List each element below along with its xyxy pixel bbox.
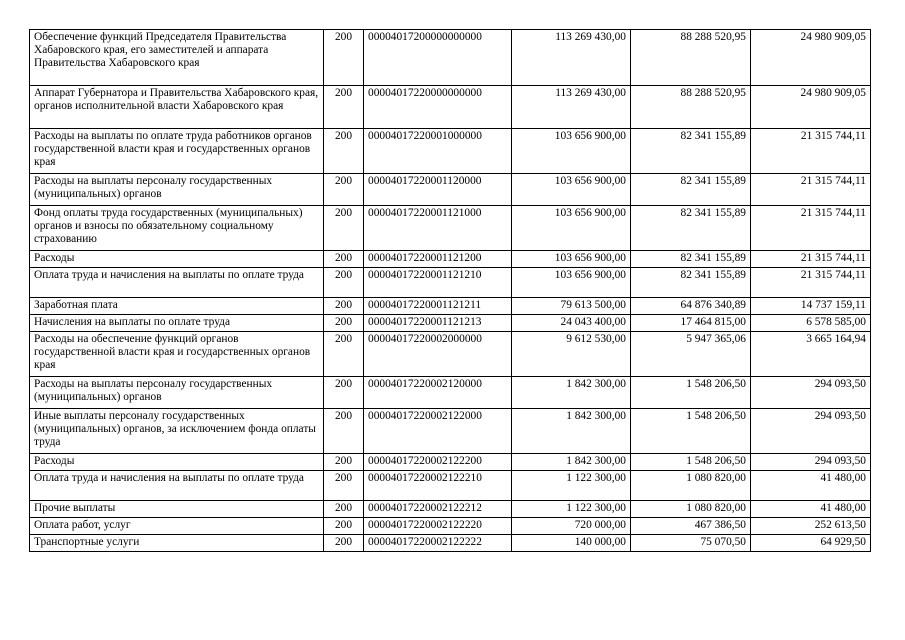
line-code: 200	[324, 454, 364, 471]
expense-name: Расходы на обеспечение функций органов государственной власти края и государственных органов края	[30, 332, 324, 377]
expense-name: Аппарат Губернатора и Правительства Хабаровского края, органов исполнительной власти Хабаровского края	[30, 86, 324, 129]
line-code: 200	[324, 409, 364, 454]
table-row	[30, 30, 871, 86]
approved-amount: 1 122 300,00	[512, 471, 631, 501]
line-code: 200	[324, 315, 364, 332]
expense-name: Расходы	[30, 454, 324, 471]
table-row	[30, 206, 871, 251]
approved-amount: 103 656 900,00	[512, 174, 631, 206]
expense-name: Транспортные услуги	[30, 535, 324, 552]
remaining-amount: 41 480,00	[751, 471, 871, 501]
classification-code: 00004017220001121000	[364, 206, 512, 251]
approved-amount: 9 612 530,00	[512, 332, 631, 377]
line-code: 200	[324, 129, 364, 174]
approved-amount: 140 000,00	[512, 535, 631, 552]
approved-amount: 1 842 300,00	[512, 454, 631, 471]
executed-amount: 82 341 155,89	[631, 268, 751, 298]
remaining-amount: 294 093,50	[751, 409, 871, 454]
approved-amount: 103 656 900,00	[512, 268, 631, 298]
expense-name: Расходы на выплаты персоналу государственных (муниципальных) органов	[30, 174, 324, 206]
remaining-amount: 252 613,50	[751, 518, 871, 535]
remaining-amount: 14 737 159,11	[751, 298, 871, 315]
classification-code: 00004017220002122210	[364, 471, 512, 501]
expense-name: Оплата труда и начисления на выплаты по оплате труда	[30, 471, 324, 501]
remaining-amount: 21 315 744,11	[751, 251, 871, 268]
approved-amount: 1 842 300,00	[512, 377, 631, 409]
expense-name: Обеспечение функций Председателя Правительства Хабаровского края, его заместителей и аппарата Правительства Хабаровского края	[30, 30, 324, 86]
line-code: 200	[324, 518, 364, 535]
remaining-amount: 294 093,50	[751, 377, 871, 409]
classification-code: 00004017220001121211	[364, 298, 512, 315]
table-row	[30, 298, 871, 315]
expense-name: Иные выплаты персоналу государственных (муниципальных) органов, за исключением фонда оплаты труда	[30, 409, 324, 454]
remaining-amount: 21 315 744,11	[751, 268, 871, 298]
approved-amount: 103 656 900,00	[512, 129, 631, 174]
executed-amount: 82 341 155,89	[631, 174, 751, 206]
classification-code: 00004017220002122200	[364, 454, 512, 471]
executed-amount: 467 386,50	[631, 518, 751, 535]
expense-name: Оплата работ, услуг	[30, 518, 324, 535]
classification-code: 00004017220001121213	[364, 315, 512, 332]
remaining-amount: 64 929,50	[751, 535, 871, 552]
expense-name: Оплата труда и начисления на выплаты по оплате труда	[30, 268, 324, 298]
approved-amount: 113 269 430,00	[512, 30, 631, 86]
approved-amount: 720 000,00	[512, 518, 631, 535]
executed-amount: 1 080 820,00	[631, 501, 751, 518]
executed-amount: 1 548 206,50	[631, 409, 751, 454]
table-row	[30, 518, 871, 535]
remaining-amount: 21 315 744,11	[751, 129, 871, 174]
line-code: 200	[324, 251, 364, 268]
executed-amount: 1 548 206,50	[631, 454, 751, 471]
remaining-amount: 21 315 744,11	[751, 206, 871, 251]
table-row	[30, 174, 871, 206]
classification-code: 00004017220001000000	[364, 129, 512, 174]
line-code: 200	[324, 535, 364, 552]
table-row	[30, 501, 871, 518]
classification-code: 00004017220002122222	[364, 535, 512, 552]
expense-name: Заработная плата	[30, 298, 324, 315]
table-row	[30, 409, 871, 454]
executed-amount: 17 464 815,00	[631, 315, 751, 332]
line-code: 200	[324, 174, 364, 206]
table-row	[30, 251, 871, 268]
table-row	[30, 332, 871, 377]
classification-code: 00004017220001121210	[364, 268, 512, 298]
classification-code: 00004017220002122212	[364, 501, 512, 518]
expense-name: Расходы на выплаты по оплате труда работников органов государственной власти края и государственных органов края	[30, 129, 324, 174]
approved-amount: 79 613 500,00	[512, 298, 631, 315]
approved-amount: 1 842 300,00	[512, 409, 631, 454]
executed-amount: 82 341 155,89	[631, 129, 751, 174]
line-code: 200	[324, 298, 364, 315]
table-row	[30, 471, 871, 501]
remaining-amount: 24 980 909,05	[751, 30, 871, 86]
remaining-amount: 294 093,50	[751, 454, 871, 471]
classification-code: 00004017200000000000	[364, 30, 512, 86]
table-row	[30, 268, 871, 298]
classification-code: 00004017220002000000	[364, 332, 512, 377]
classification-code: 00004017220001121200	[364, 251, 512, 268]
budget-execution-table	[29, 29, 871, 552]
remaining-amount: 3 665 164,94	[751, 332, 871, 377]
classification-code: 00004017220000000000	[364, 86, 512, 129]
executed-amount: 75 070,50	[631, 535, 751, 552]
table-row	[30, 535, 871, 552]
executed-amount: 82 341 155,89	[631, 251, 751, 268]
line-code: 200	[324, 30, 364, 86]
table-row	[30, 315, 871, 332]
remaining-amount: 24 980 909,05	[751, 86, 871, 129]
executed-amount: 82 341 155,89	[631, 206, 751, 251]
executed-amount: 88 288 520,95	[631, 86, 751, 129]
classification-code: 00004017220002122220	[364, 518, 512, 535]
executed-amount: 1 548 206,50	[631, 377, 751, 409]
remaining-amount: 21 315 744,11	[751, 174, 871, 206]
line-code: 200	[324, 86, 364, 129]
approved-amount: 24 043 400,00	[512, 315, 631, 332]
executed-amount: 5 947 365,06	[631, 332, 751, 377]
approved-amount: 113 269 430,00	[512, 86, 631, 129]
line-code: 200	[324, 206, 364, 251]
classification-code: 00004017220002122000	[364, 409, 512, 454]
line-code: 200	[324, 501, 364, 518]
line-code: 200	[324, 471, 364, 501]
table-row	[30, 129, 871, 174]
table-row	[30, 86, 871, 129]
expense-name: Расходы на выплаты персоналу государственных (муниципальных) органов	[30, 377, 324, 409]
approved-amount: 103 656 900,00	[512, 206, 631, 251]
classification-code: 00004017220002120000	[364, 377, 512, 409]
line-code: 200	[324, 268, 364, 298]
line-code: 200	[324, 332, 364, 377]
expense-name: Начисления на выплаты по оплате труда	[30, 315, 324, 332]
classification-code: 00004017220001120000	[364, 174, 512, 206]
table-row	[30, 454, 871, 471]
executed-amount: 1 080 820,00	[631, 471, 751, 501]
approved-amount: 103 656 900,00	[512, 251, 631, 268]
table-row	[30, 377, 871, 409]
executed-amount: 88 288 520,95	[631, 30, 751, 86]
expense-name: Прочие выплаты	[30, 501, 324, 518]
approved-amount: 1 122 300,00	[512, 501, 631, 518]
remaining-amount: 41 480,00	[751, 501, 871, 518]
line-code: 200	[324, 377, 364, 409]
expense-name: Фонд оплаты труда государственных (муниципальных) органов и взносы по обязательному социальному страхованию	[30, 206, 324, 251]
remaining-amount: 6 578 585,00	[751, 315, 871, 332]
expense-name: Расходы	[30, 251, 324, 268]
executed-amount: 64 876 340,89	[631, 298, 751, 315]
